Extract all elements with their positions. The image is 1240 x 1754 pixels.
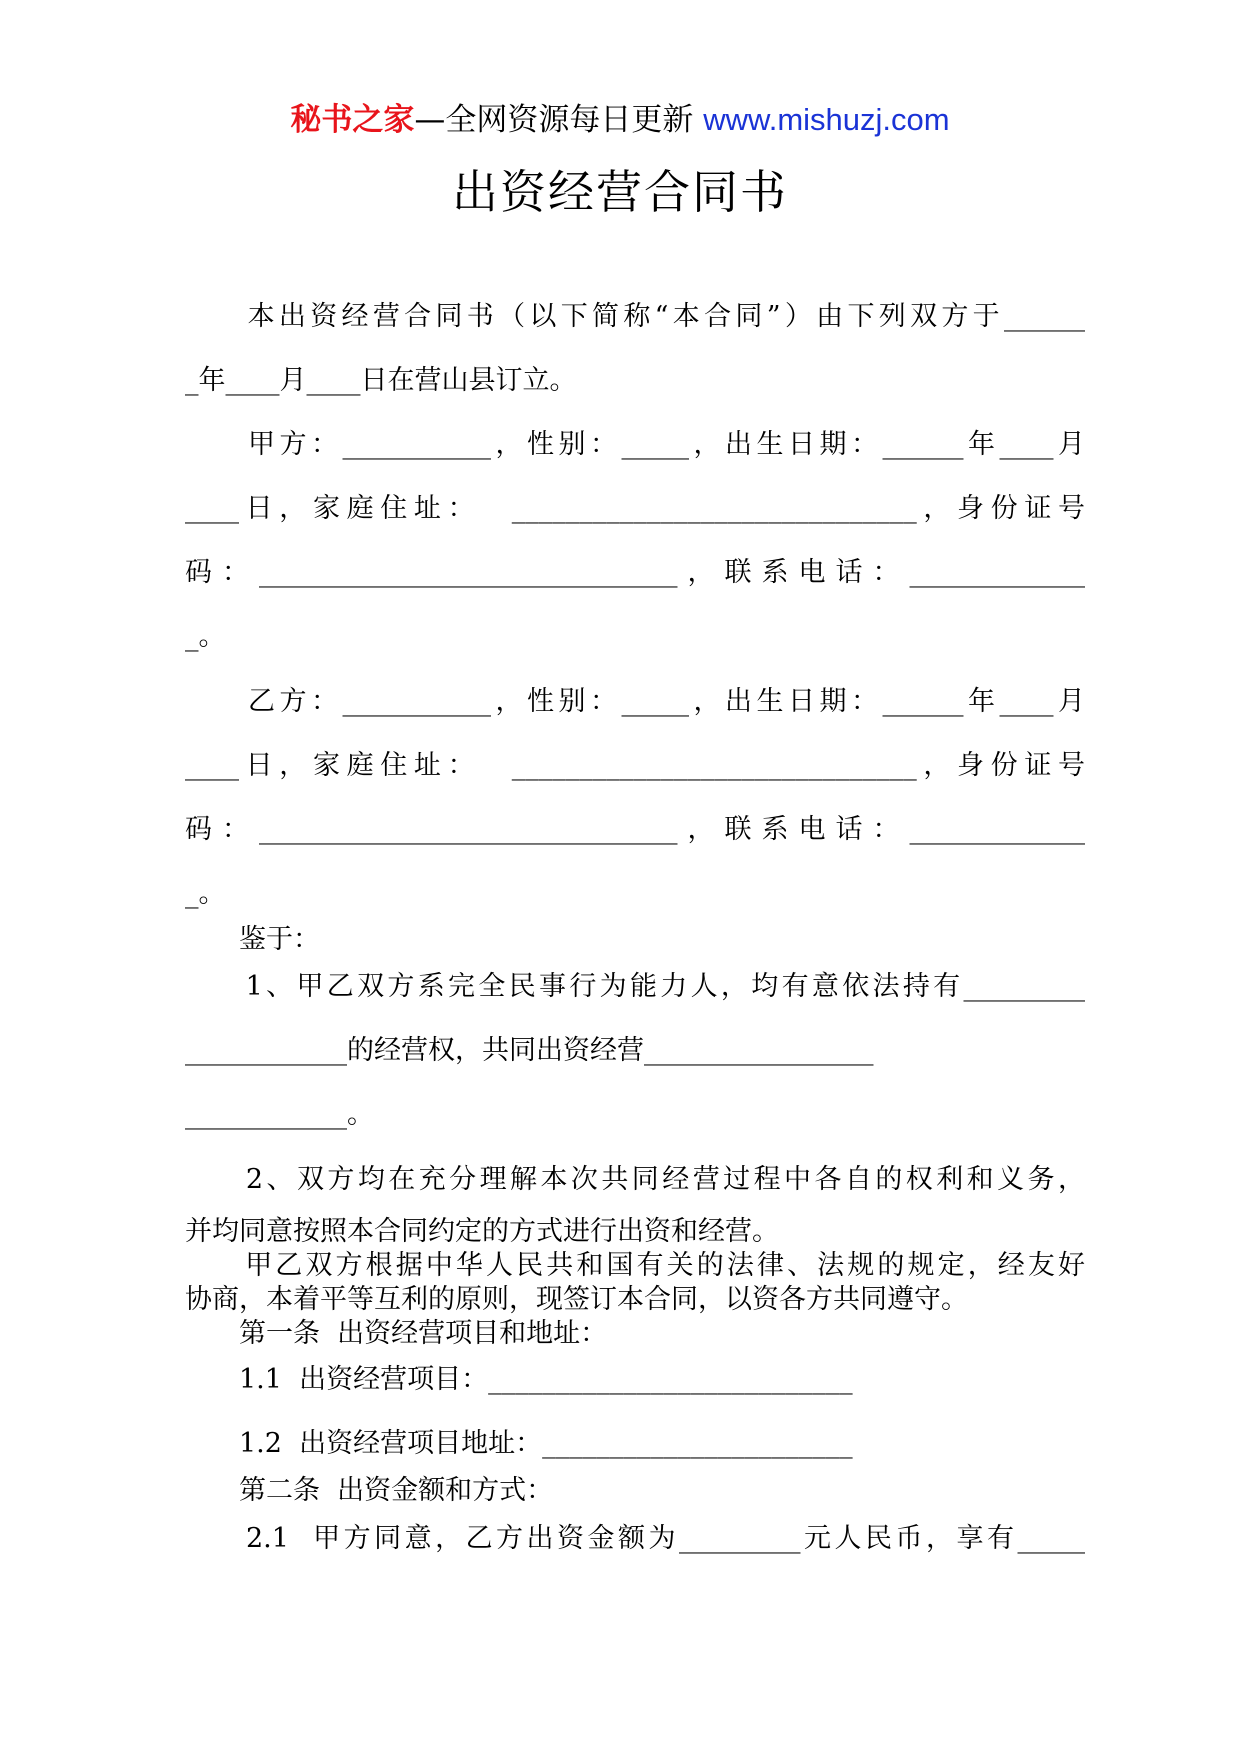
site-banner [0, 100, 1240, 140]
document-line: _。 [185, 878, 226, 909]
document-line: 第二条 出资金额和方式： [185, 1475, 554, 1506]
document-line: ____日，家庭住址： ______________________________，身份证号 [185, 493, 1085, 524]
document-line: 乙方：___________，性别：_____，出生日期：______年____月 [185, 686, 1085, 717]
document-line: ____________的经营权，共同出资经营_________________ [185, 1035, 874, 1066]
document-line: 1、甲乙双方系完全民事行为能力人，均有意依法持有_________ [185, 971, 1085, 1002]
document-line: 第一条 出资经营项目和地址： [185, 1318, 608, 1349]
document-line: 码：_______________________________，联系电话：_____________ [185, 557, 1085, 588]
site-url-link[interactable]: www.mishuzj.com [703, 102, 950, 137]
document-line: 2.1 甲方同意，乙方出资金额为_________元人民币，享有_____ [185, 1523, 1085, 1554]
document-title: 出资经营合同书 [452, 165, 788, 219]
document-line: _年____月____日在营山县订立。 [185, 365, 577, 396]
document-line: 1.1 出资经营项目：___________________________ [185, 1364, 853, 1395]
document-line: 并均同意按照本合同约定的方式进行出资和经营。 [185, 1216, 779, 1247]
document-line: 鉴于： [185, 924, 320, 955]
document-line: ____日，家庭住址： ______________________________，身份证号 [185, 750, 1085, 781]
site-slogan: —全网资源每日更新 [414, 102, 704, 138]
document-line: _。 [185, 621, 226, 652]
document-line: 本出资经营合同书（以下简称“本合同”）由下列双方于______ [185, 301, 1085, 332]
document-line: 1.2 出资经营项目地址：_______________________ [185, 1428, 853, 1459]
document-line: 甲乙双方根据中华人民共和国有关的法律、法规的规定，经友好 [185, 1250, 1085, 1281]
document-line: 协商，本着平等互利的原则，现签订本合同，以资各方共同遵守。 [185, 1284, 968, 1315]
site-brand: 秘书之家 [290, 102, 415, 138]
document-line: 码：_______________________________，联系电话：_____________ [185, 814, 1085, 845]
document-line: ____________。 [185, 1099, 374, 1130]
document-line: 2、双方均在充分理解本次共同经营过程中各自的权利和义务， [185, 1164, 1085, 1195]
document-line: 甲方：___________，性别：_____，出生日期：______年____月 [185, 429, 1085, 460]
